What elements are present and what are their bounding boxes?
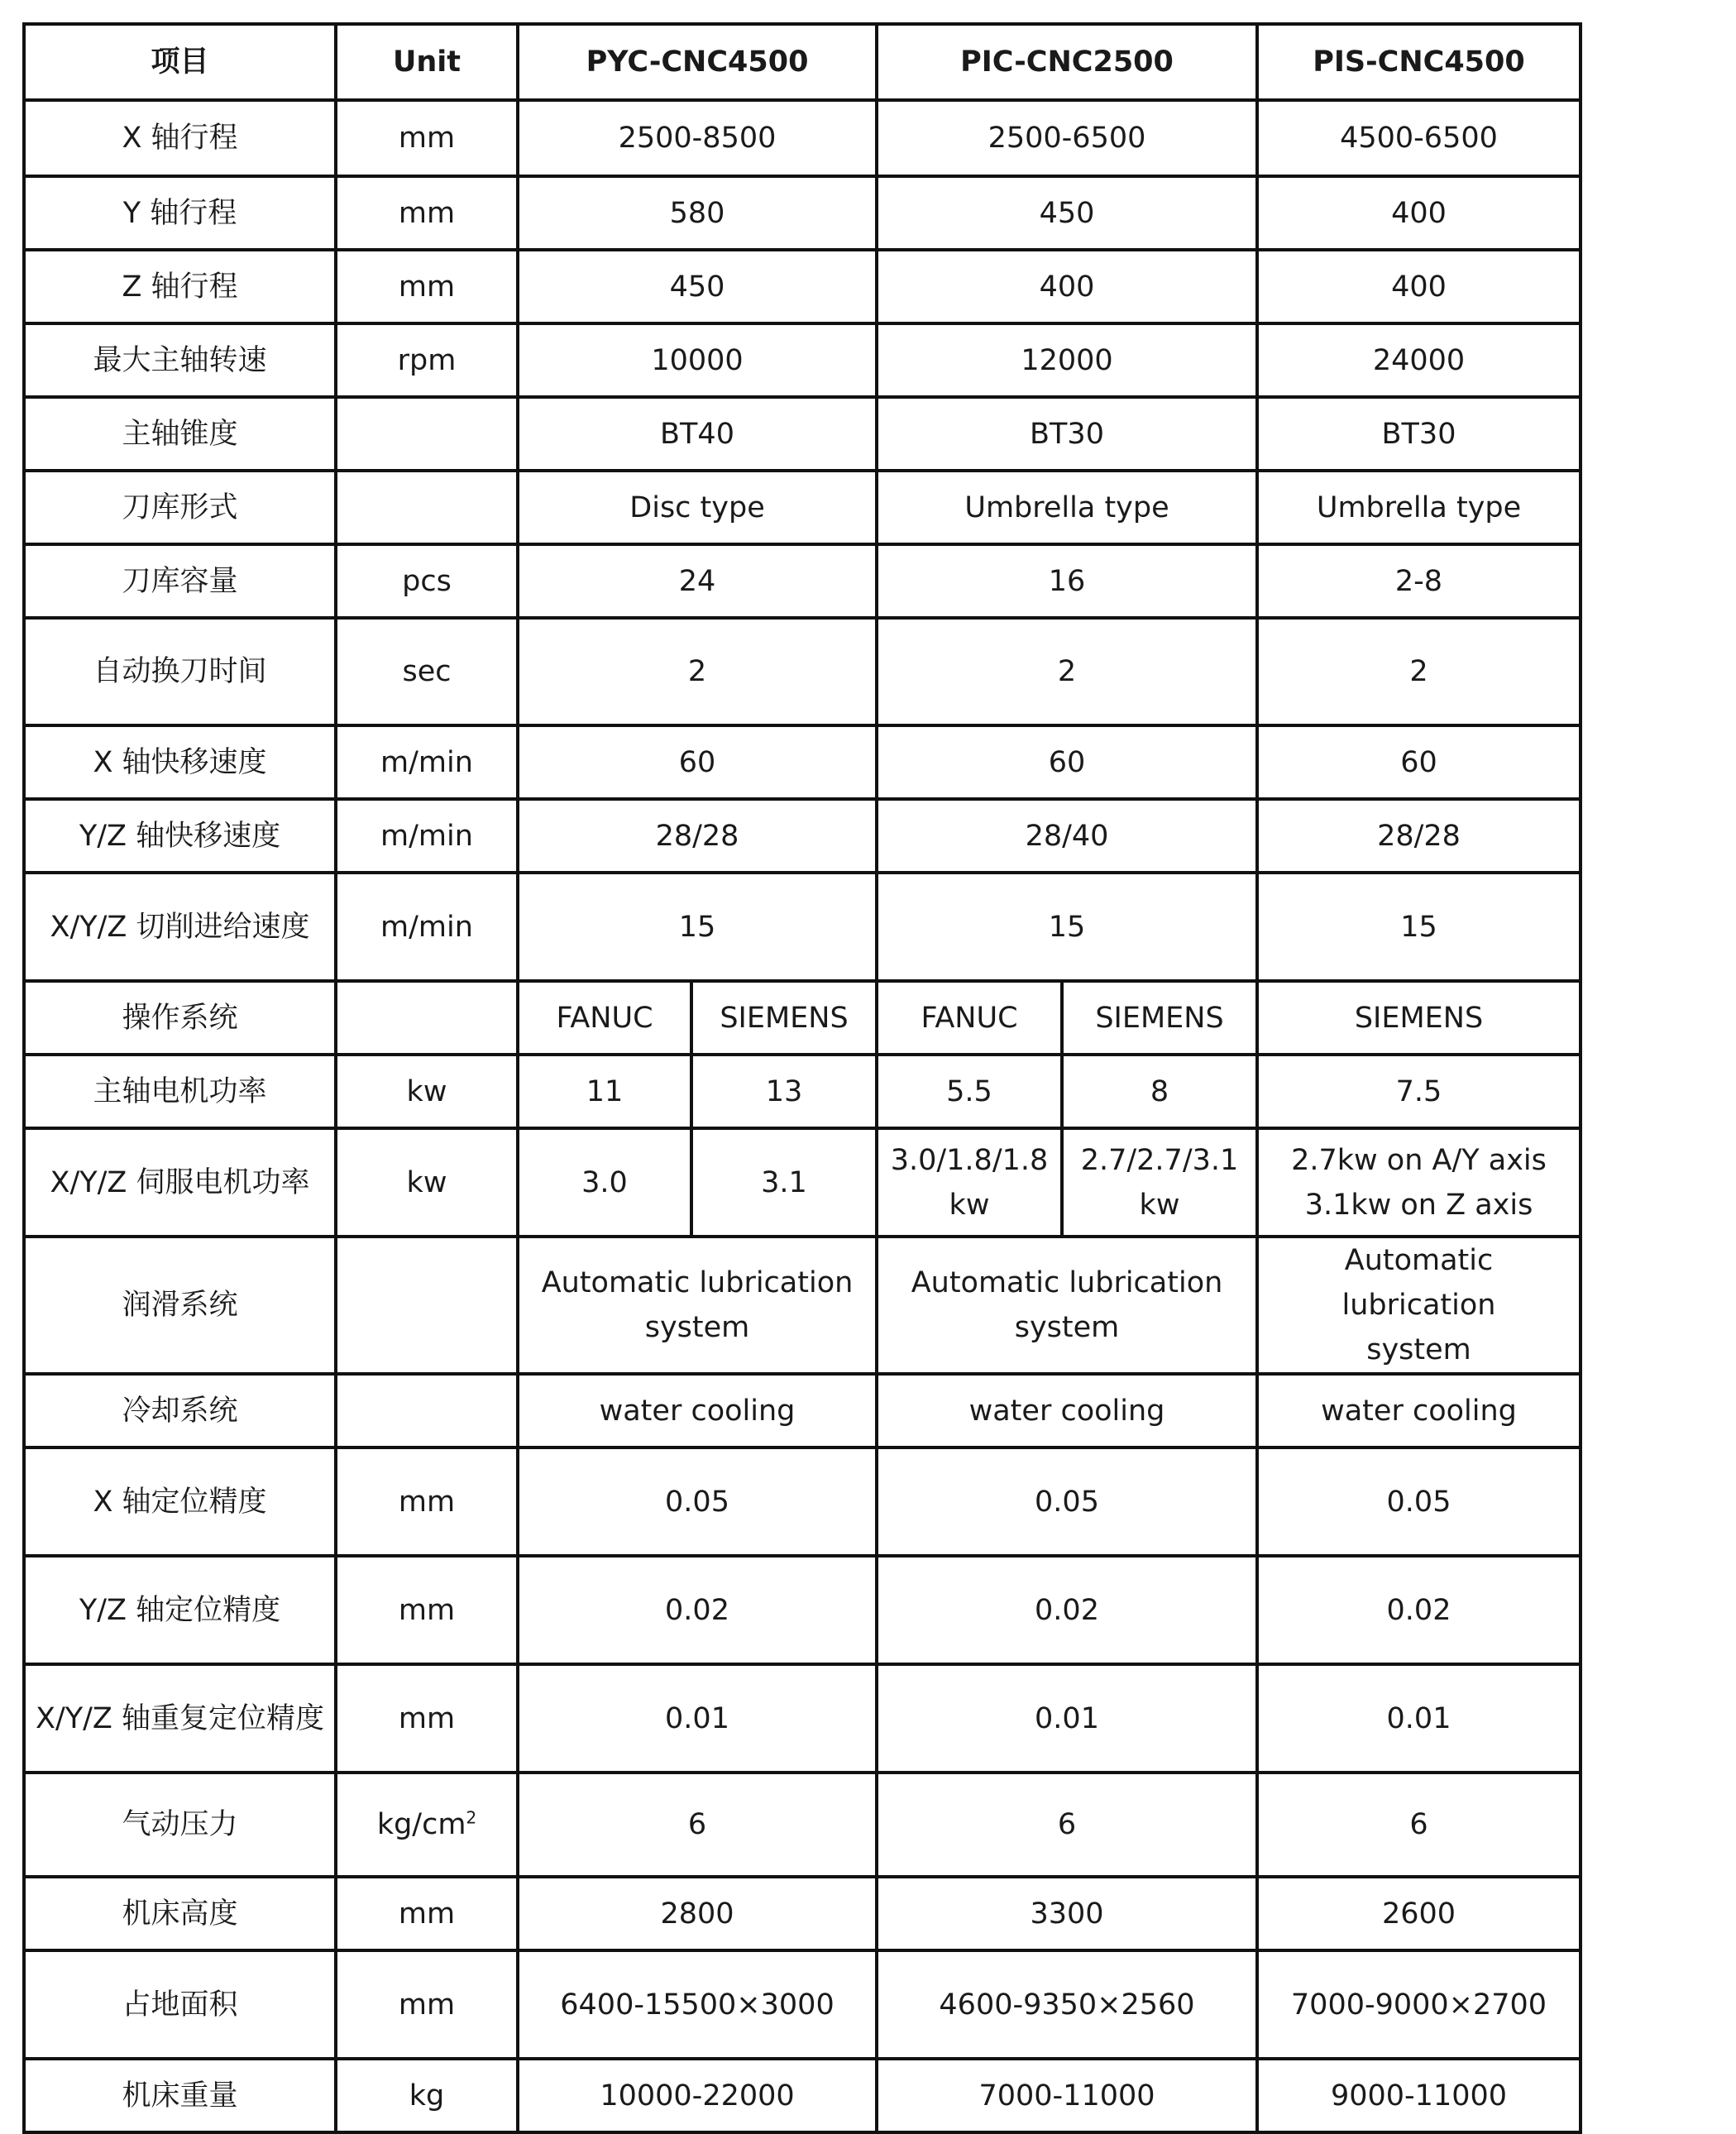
table-row (24, 323, 1581, 397)
unit-base: kg/cm (376, 1808, 466, 1841)
cell-model-3: 0.01 (1257, 1664, 1581, 1773)
cell-model-2: 450 (877, 176, 1257, 250)
cell-model-1-fanuc: FANUC (518, 981, 691, 1055)
cell-model-1: 2500-8500 (518, 100, 877, 176)
cell-model-3: SIEMENS (1257, 981, 1581, 1055)
row-unit: mm (336, 1447, 518, 1556)
unit-superscript: 2 (466, 1807, 477, 1828)
line: 3.0/1.8/1.8 (890, 1143, 1049, 1177)
row-unit (336, 1773, 518, 1877)
table-row (24, 1374, 1581, 1447)
cell-model-1-siemens: SIEMENS (691, 981, 877, 1055)
cell-model-1: BT40 (518, 397, 877, 471)
cell-model-2: 2500-6500 (877, 100, 1257, 176)
cell-model-2: 28/40 (877, 799, 1257, 873)
cell-model-3: 0.02 (1257, 1556, 1581, 1664)
line: system (1366, 1333, 1471, 1366)
row-label: X 轴行程 (24, 100, 336, 176)
cell-model-3: 400 (1257, 250, 1581, 323)
cell-model-1: 6 (518, 1773, 877, 1877)
row-unit: mm (336, 176, 518, 250)
line: Automatic lubrication (911, 1266, 1223, 1299)
table-row (24, 1556, 1581, 1664)
table-row (24, 618, 1581, 725)
row-label: X 轴定位精度 (24, 1447, 336, 1556)
cell-model-1: water cooling (518, 1374, 877, 1447)
row-unit: mm (336, 1950, 518, 2059)
cell-model-2-siemens (1062, 1128, 1257, 1237)
table-row (24, 1447, 1581, 1556)
cell-model-3: 4500-6500 (1257, 100, 1581, 176)
pressure-row (24, 1773, 1581, 1877)
row-unit: m/min (336, 725, 518, 799)
cell-model-3 (1257, 1237, 1581, 1374)
row-label: 气动压力 (24, 1773, 336, 1877)
row-label: 最大主轴转速 (24, 323, 336, 397)
cell-model-1: 0.05 (518, 1447, 877, 1556)
cell-model-2-siemens: SIEMENS (1062, 981, 1257, 1055)
row-label: 冷却系统 (24, 1374, 336, 1447)
table-row (24, 471, 1581, 544)
row-label: Y 轴行程 (24, 176, 336, 250)
cell-model-3: 60 (1257, 725, 1581, 799)
cell-model-3: 28/28 (1257, 799, 1581, 873)
cell-model-3: Umbrella type (1257, 471, 1581, 544)
line: kw (949, 1188, 990, 1222)
cell-model-3: 2600 (1257, 1877, 1581, 1950)
row-unit: sec (336, 618, 518, 725)
cell-model-3: 7000-9000×2700 (1257, 1950, 1581, 2059)
cell-model-2-siemens: 8 (1062, 1055, 1257, 1128)
cell-model-1 (518, 1237, 877, 1374)
row-label: 刀库形式 (24, 471, 336, 544)
row-label: 刀库容量 (24, 544, 336, 618)
cell-model-3: BT30 (1257, 397, 1581, 471)
row-unit: mm (336, 1556, 518, 1664)
row-unit: mm (336, 100, 518, 176)
line: 2.7/2.7/3.1 (1080, 1143, 1239, 1177)
cell-model-3: 7.5 (1257, 1055, 1581, 1128)
row-unit: mm (336, 250, 518, 323)
table-row (24, 725, 1581, 799)
cell-model-2: 15 (877, 873, 1257, 981)
cell-model-3: 9000-11000 (1257, 2059, 1581, 2132)
cell-model-2: Umbrella type (877, 471, 1257, 544)
servo-power-row (24, 1128, 1581, 1237)
cell-model-1-siemens: 3.1 (691, 1128, 877, 1237)
cell-model-2-fanuc: FANUC (877, 981, 1062, 1055)
row-label: Y/Z 轴快移速度 (24, 799, 336, 873)
cell-model-3 (1257, 1128, 1581, 1237)
row-unit: kw (336, 1055, 518, 1128)
cell-model-2: 60 (877, 725, 1257, 799)
cell-model-2: 7000-11000 (877, 2059, 1257, 2132)
cell-model-2-fanuc (877, 1128, 1062, 1237)
table-row (24, 1664, 1581, 1773)
row-unit (336, 1374, 518, 1447)
row-unit (336, 981, 518, 1055)
cell-model-1-fanuc: 3.0 (518, 1128, 691, 1237)
cell-model-2: 6 (877, 1773, 1257, 1877)
cell-model-2: 3300 (877, 1877, 1257, 1950)
cell-model-2-fanuc: 5.5 (877, 1055, 1062, 1128)
cell-model-2: 400 (877, 250, 1257, 323)
cell-model-2 (877, 1237, 1257, 1374)
row-label: 润滑系统 (24, 1237, 336, 1374)
row-label: X 轴快移速度 (24, 725, 336, 799)
table-row (24, 1877, 1581, 1950)
cell-model-1: 2 (518, 618, 877, 725)
table-row (24, 100, 1581, 176)
header-model-1: PYC-CNC4500 (518, 24, 877, 100)
row-label: X/Y/Z 伺服电机功率 (24, 1128, 336, 1237)
row-unit: rpm (336, 323, 518, 397)
line: system (644, 1311, 750, 1344)
table-row (24, 176, 1581, 250)
cell-model-2: 0.05 (877, 1447, 1257, 1556)
row-unit: mm (336, 1877, 518, 1950)
line: Automatic lubrication (1341, 1244, 1496, 1322)
cell-model-1: 10000-22000 (518, 2059, 877, 2132)
cell-model-1: 60 (518, 725, 877, 799)
cell-model-2: 2 (877, 618, 1257, 725)
line: kw (1139, 1188, 1180, 1222)
table-row (24, 250, 1581, 323)
cell-model-3: 24000 (1257, 323, 1581, 397)
lube-row (24, 1237, 1581, 1374)
header-unit: Unit (336, 24, 518, 100)
cell-model-3: 6 (1257, 1773, 1581, 1877)
cell-model-2: 0.01 (877, 1664, 1257, 1773)
cell-model-3: 400 (1257, 176, 1581, 250)
row-unit: kg (336, 2059, 518, 2132)
row-label: X/Y/Z 轴重复定位精度 (24, 1664, 336, 1773)
cell-model-3: 0.05 (1257, 1447, 1581, 1556)
cell-model-1: 0.01 (518, 1664, 877, 1773)
cell-model-1: 24 (518, 544, 877, 618)
cell-model-3: 2 (1257, 618, 1581, 725)
cell-model-2: 0.02 (877, 1556, 1257, 1664)
table-row (24, 799, 1581, 873)
spec-table (22, 22, 1582, 2134)
cell-model-1: 6400-15500×3000 (518, 1950, 877, 2059)
table-row (24, 2059, 1581, 2132)
row-unit: m/min (336, 873, 518, 981)
cell-model-2: water cooling (877, 1374, 1257, 1447)
header-item: 项目 (24, 24, 336, 100)
cell-model-1: 0.02 (518, 1556, 877, 1664)
cell-model-1: Disc type (518, 471, 877, 544)
row-label: 机床重量 (24, 2059, 336, 2132)
cell-model-1: 450 (518, 250, 877, 323)
header-row (24, 24, 1581, 100)
row-unit (336, 471, 518, 544)
row-label: X/Y/Z 切削进给速度 (24, 873, 336, 981)
cell-model-1: 28/28 (518, 799, 877, 873)
row-unit: kw (336, 1128, 518, 1237)
table-row (24, 873, 1581, 981)
row-label: 占地面积 (24, 1950, 336, 2059)
cell-model-2: 4600-9350×2560 (877, 1950, 1257, 2059)
cell-model-3: water cooling (1257, 1374, 1581, 1447)
cell-model-1: 10000 (518, 323, 877, 397)
row-label: 主轴电机功率 (24, 1055, 336, 1128)
cell-model-2: 12000 (877, 323, 1257, 397)
line: system (1014, 1311, 1120, 1344)
line: Automatic lubrication (541, 1266, 854, 1299)
table-row (24, 1950, 1581, 2059)
cell-model-1: 2800 (518, 1877, 877, 1950)
row-label: 主轴锥度 (24, 397, 336, 471)
os-row (24, 981, 1581, 1055)
line: 2.7kw on A/Y axis (1291, 1143, 1547, 1177)
cell-model-3: 2-8 (1257, 544, 1581, 618)
row-unit: mm (336, 1664, 518, 1773)
row-unit (336, 397, 518, 471)
row-unit: m/min (336, 799, 518, 873)
table-row (24, 397, 1581, 471)
cell-model-1-siemens: 13 (691, 1055, 877, 1128)
row-label: Y/Z 轴定位精度 (24, 1556, 336, 1664)
line: 3.1kw on Z axis (1304, 1188, 1533, 1222)
spindle-power-row (24, 1055, 1581, 1128)
row-unit (336, 1237, 518, 1374)
row-label: 机床高度 (24, 1877, 336, 1950)
cell-model-3: 15 (1257, 873, 1581, 981)
row-label: Z 轴行程 (24, 250, 336, 323)
table-row (24, 544, 1581, 618)
header-model-3: PIS-CNC4500 (1257, 24, 1581, 100)
cell-model-1: 580 (518, 176, 877, 250)
cell-model-1-fanuc: 11 (518, 1055, 691, 1128)
row-label: 操作系统 (24, 981, 336, 1055)
row-unit: pcs (336, 544, 518, 618)
header-model-2: PIC-CNC2500 (877, 24, 1257, 100)
row-label: 自动换刀时间 (24, 618, 336, 725)
cell-model-2: BT30 (877, 397, 1257, 471)
cell-model-2: 16 (877, 544, 1257, 618)
cell-model-1: 15 (518, 873, 877, 981)
